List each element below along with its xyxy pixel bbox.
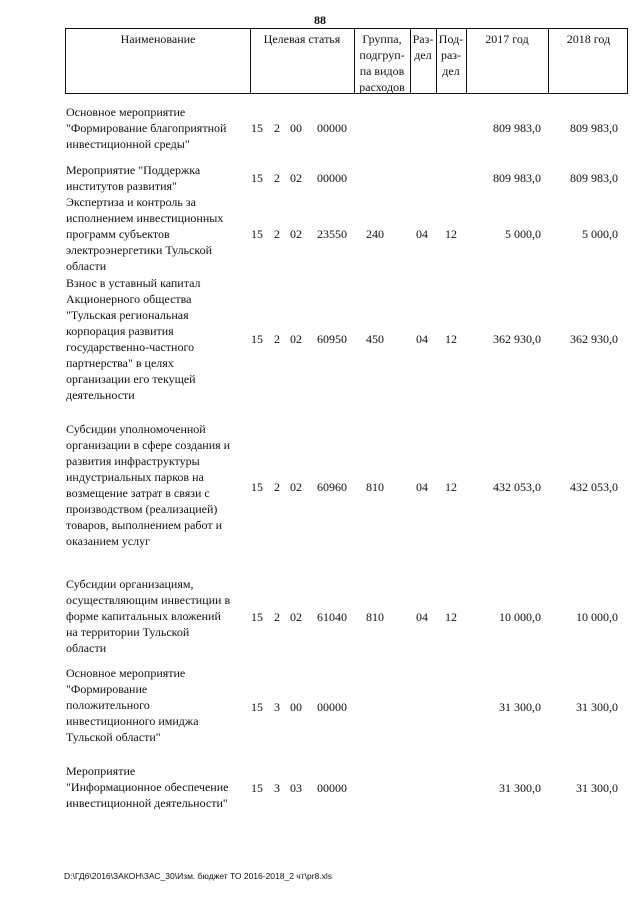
row-name: Взнос в уставный капитал Акционерного общества "Тульская региональная корпорация развития государственно-частного партнерства" в целях организации его текущей деятельности: [66, 276, 201, 402]
cs1: 15: [251, 171, 263, 185]
cs4: 00000: [317, 700, 347, 714]
amount-2018: 432 053,0: [570, 480, 618, 494]
cs1: 15: [251, 610, 263, 624]
amount-2018: 10 000,0: [576, 610, 618, 624]
cs3: 00: [290, 700, 302, 714]
header-year2-cell: [548, 29, 629, 93]
cs1: 15: [251, 480, 263, 494]
cs2: 2: [274, 480, 280, 494]
row-name: Мероприятие "Поддержка институтов развития": [66, 163, 201, 193]
amount-2017: 5 000,0: [505, 227, 541, 241]
header-section: Раз- дел: [412, 32, 434, 62]
header-target-article: Целевая статья: [263, 32, 341, 46]
header-subsection-cell: [436, 29, 466, 93]
row-name: Мероприятие "Информационное обеспечение инвестиционной деятельности": [66, 764, 229, 810]
cs4: 00000: [317, 121, 347, 135]
subsection-code: 12: [445, 610, 457, 624]
group-code: 240: [366, 227, 384, 241]
amount-2017: 432 053,0: [493, 480, 541, 494]
cs4: 60960: [317, 480, 347, 494]
row-name: Субсидии уполномоченной организации в сфере создания и развития инфраструктуры индустриальных парков на возмещение затрат в связи с производством (реализацией) товаров, выполнением работ и оказанием услуг: [66, 422, 231, 548]
subsection-code: 12: [445, 480, 457, 494]
header-group-cell: [354, 29, 410, 93]
amount-2017: 809 983,0: [493, 171, 541, 185]
cs2: 2: [274, 610, 280, 624]
cs3: 02: [290, 610, 302, 624]
header-subsection: Под- раз- дел: [438, 32, 464, 78]
cs1: 15: [251, 332, 263, 346]
row-name: Основное мероприятие "Формирование благоприятной инвестиционной среды": [66, 105, 227, 151]
amount-2018: 362 930,0: [570, 332, 618, 346]
amount-2018: 809 983,0: [570, 121, 618, 135]
cs2: 3: [274, 700, 280, 714]
header-group: Группа, подгруп- па видов расходов: [359, 32, 405, 94]
cs4: 23550: [317, 227, 347, 241]
header-target-article-cell: [250, 29, 354, 93]
amount-2018: 31 300,0: [576, 700, 618, 714]
cs1: 15: [251, 227, 263, 241]
cs2: 2: [274, 121, 280, 135]
amount-2017: 31 300,0: [499, 781, 541, 795]
amount-2018: 809 983,0: [570, 171, 618, 185]
cs1: 15: [251, 121, 263, 135]
amount-2018: 31 300,0: [576, 781, 618, 795]
amount-2018: 5 000,0: [582, 227, 618, 241]
section-code: 04: [416, 332, 428, 346]
cs4: 00000: [317, 781, 347, 795]
cs3: 02: [290, 332, 302, 346]
subsection-code: 12: [445, 227, 457, 241]
group-code: 810: [366, 610, 384, 624]
cs3: 03: [290, 781, 302, 795]
cs2: 3: [274, 781, 280, 795]
section-code: 04: [416, 227, 428, 241]
section-code: 04: [416, 610, 428, 624]
row-name: Экспертиза и контроль за исполнением инвестиционных программ субъектов электроэнергетики Тульской области: [66, 195, 224, 273]
file-path-footer: D:\ГД6\2016\ЗАКОН\ЗАС_30\Изм. бюджет ТО 2016-2018_2 чт\pr8.xls: [64, 871, 333, 881]
header-section-cell: [410, 29, 436, 93]
cs4: 00000: [317, 171, 347, 185]
cs3: 02: [290, 171, 302, 185]
cs4: 60950: [317, 332, 347, 346]
row-name: Основное мероприятие "Формирование положительного инвестиционного имиджа Тульской области": [66, 666, 199, 744]
cs3: 00: [290, 121, 302, 135]
cs2: 2: [274, 227, 280, 241]
amount-2017: 809 983,0: [493, 121, 541, 135]
cs1: 15: [251, 700, 263, 714]
header-year2: 2018 год: [566, 32, 611, 46]
page-number: 88: [314, 13, 326, 27]
amount-2017: 31 300,0: [499, 700, 541, 714]
cs4: 61040: [317, 610, 347, 624]
table-header: [65, 28, 628, 94]
group-code: 450: [366, 332, 384, 346]
header-year1: 2017 год: [485, 32, 529, 46]
header-name-cell: [66, 29, 250, 93]
cs2: 2: [274, 332, 280, 346]
header-year1-cell: [466, 29, 548, 93]
amount-2017: 362 930,0: [493, 332, 541, 346]
header-name: Наименование: [120, 32, 196, 46]
cs3: 02: [290, 227, 302, 241]
section-code: 04: [416, 480, 428, 494]
cs3: 02: [290, 480, 302, 494]
subsection-code: 12: [445, 332, 457, 346]
cs1: 15: [251, 781, 263, 795]
cs2: 2: [274, 171, 280, 185]
row-name: Субсидии организациям, осуществляющим инвестиции в форме капитальных вложений на территории Тульской области: [66, 577, 231, 655]
group-code: 810: [366, 480, 384, 494]
amount-2017: 10 000,0: [499, 610, 541, 624]
